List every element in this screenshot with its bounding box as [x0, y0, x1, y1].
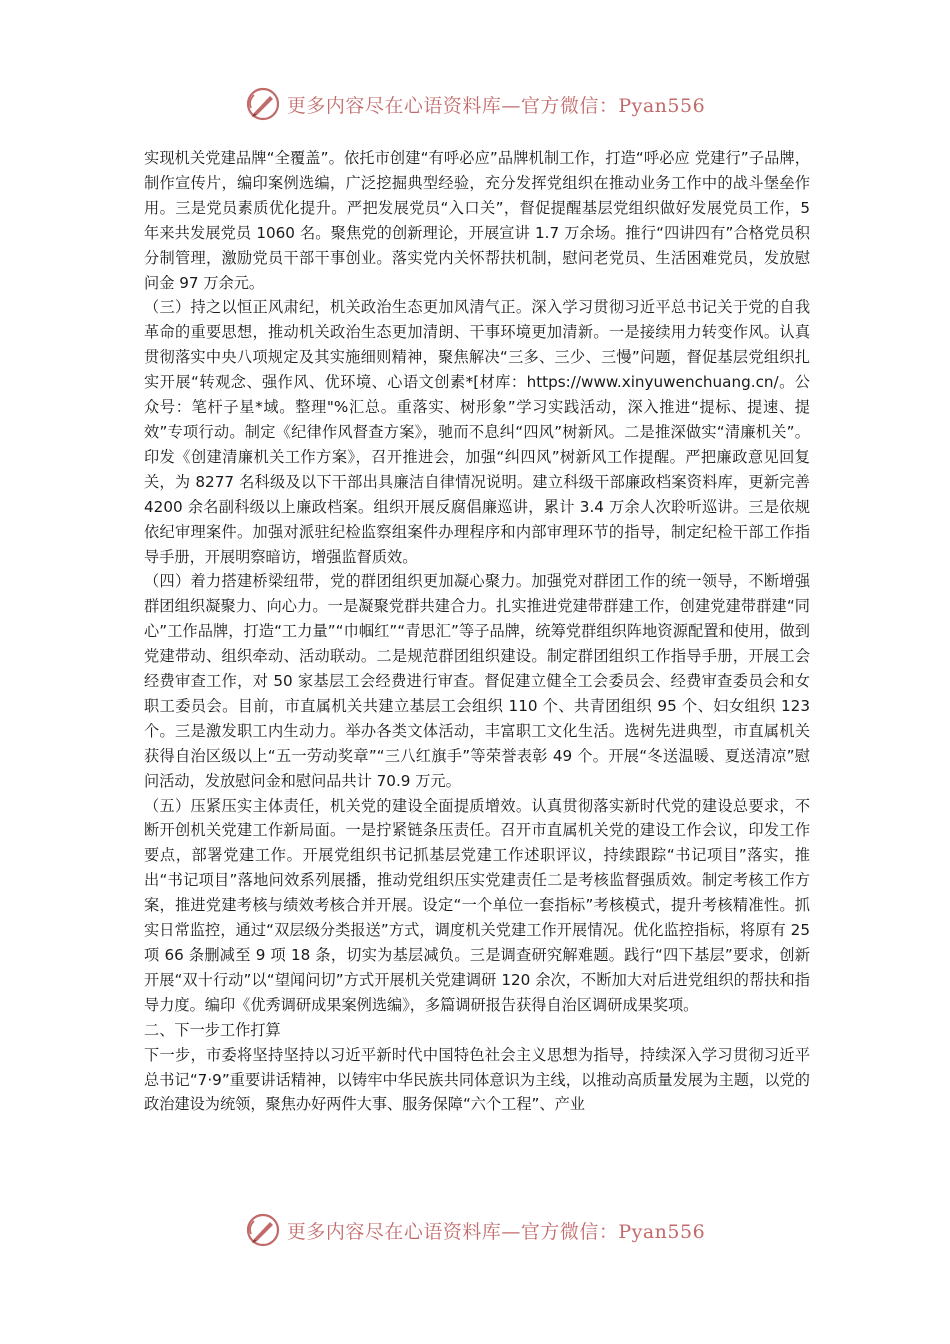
paragraph-2: （三）持之以恒正风肃纪，机关政治生态更加风清气正。深入学习贯彻习近平总书记关于党的自我革命的重要思想，推动机关政治生态更加清朗、干事环境更加清新。一是接续用力转变作风。认真贯彻落实中央八项规定及其实施细则精神，聚焦解决“三多、三少、三慢”问题，督促基层党组织扎实开展“转观念、强作风、优环境、心语文创素*[材库：https://www.xinyuwenchuang.cn/。公众号：笔杆子星*域。整理"%汇总。重落实、树形象”学习实践活动，深入推进“提标、提速、提效”专项行动。制定《纪律作风督查方案》，驰而不息纠“四风”树新风。二是推深做实“清廉机关”。印发《创建清廉机关工作方案》，召开推进会，加强“纠四风”树新风工作提醒。严把廉政意见回复关，为 8277 名科级及以下干部出具廉洁自律情况说明。建立科级干部廉政档案资料库，更新完善 4200 余名副科级以上廉政档案。组织开展反腐倡廉巡讲，累计 3.4 万余人次聆听巡讲。三是依规依纪审理案件。加强对派驻纪检监察组案件办理程序和内部审理环节的指导，制定纪检干部工作指导手册，开展明察暗访，增强监督质效。: [144, 298, 810, 566]
pen-logo-icon: [245, 1212, 281, 1248]
closing-paragraph: 下一步，市委将坚持坚持以习近平新时代中国特色社会主义思想为指导，持续深入学习贯彻习近平总书记“7·9”重要讲话精神，以铸牢中华民族共同体意识为主线，以推动高质量发展为主题，以党的政治建设为统领，聚焦办好两件大事、服务保障“六个工程”、产业: [144, 1045, 810, 1114]
document-body: [144, 146, 810, 1117]
section-heading: 二、下一步工作打算: [144, 1020, 281, 1039]
paragraph-1: 实现机关党建品牌“全覆盖”。依托市创建“有呼必应”品牌机制工作，打造“呼必应 党建行”子品牌，制作宣传片，编印案例选编，广泛挖掘典型经验，充分发挥党组织在推动业务工作中的战斗堡垒作用。三是党员素质优化提升。严把发展党员“入口关”，督促提醒基层党组织做好发展党员工作，5 年来共发展党员 1060 名。聚焦党的创新理论，开展宣讲 1.7 万余场。推行“四讲四有”合格党员积分制管理，激励党员干部干事创业。落实党内关怀帮扶机制，慰问老党员、生活困难党员，发放慰问金 97 万余元。: [144, 149, 810, 292]
paragraph-3: （四）着力搭建桥梁纽带，党的群团组织更加凝心聚力。加强党对群团工作的统一领导，不断增强群团组织凝聚力、向心力。一是凝聚党群共建合力。扎实推进党建带群建工作，创建党建带群建“同心”工作品牌，打造“工力量”“巾帼红”“青思汇”等子品牌，统筹党群组织阵地资源配置和使用，做到党建带动、组织牵动、活动联动。二是规范群团组织建设。制定群团组织工作指导手册，开展工会经费审查工作，对 50 家基层工会经费进行审查。督促建立健全工会委员会、经费审查委员会和女职工委员会。目前，市直属机关共建立基层工会组织 110 个、共青团组织 95 个、妇女组织 123 个。三是激发职工内生动力。举办各类文体活动，丰富职工文化生活。选树先进典型，市直属机关获得自治区级以上“五一劳动奖章”“三八红旗手”等荣誉表彰 49 个。开展“冬送温暖、夏送清凉”慰问活动，发放慰问金和慰问品共计 70.9 万元。: [144, 572, 810, 790]
header-watermark: [0, 84, 950, 124]
watermark-text: 更多内容尽在心语资料库—官方微信：Pyan556: [286, 1220, 706, 1243]
pen-logo-icon: [245, 86, 281, 122]
footer-watermark: [0, 1210, 950, 1250]
watermark-text: 更多内容尽在心语资料库—官方微信：Pyan556: [286, 94, 706, 117]
paragraph-4: （五）压紧压实主体责任，机关党的建设全面提质增效。认真贯彻落实新时代党的建设总要求，不断开创机关党建工作新局面。一是拧紧链条压责任。召开市直属机关党的建设工作会议，印发工作要点，部署党建工作。开展党组织书记抓基层党建工作述职评议，持续跟踪“书记项目”落实，推出“书记项目”落地问效系列展播，推动党组织压实党建责任二是考核监督强质效。制定考核工作方案，推进党建考核与绩效考核合并开展。设定“一个单位一套指标”考核模式，提升考核精准性。抓实日常监控，通过“双层级分类报送”方式，调度机关党建工作开展情况。优化监控指标，将原有 25 项 66 条删减至 9 项 18 条，切实为基层减负。三是调查研究解难题。践行“四下基层”要求，创新开展“双十行动”以“望闻问切”方式开展机关党建调研 120 余次，不断加大对后进党组织的帮扶和指导力度。编印《优秀调研成果案例选编》，多篇调研报告获得自治区调研成果奖项。: [144, 796, 810, 1014]
